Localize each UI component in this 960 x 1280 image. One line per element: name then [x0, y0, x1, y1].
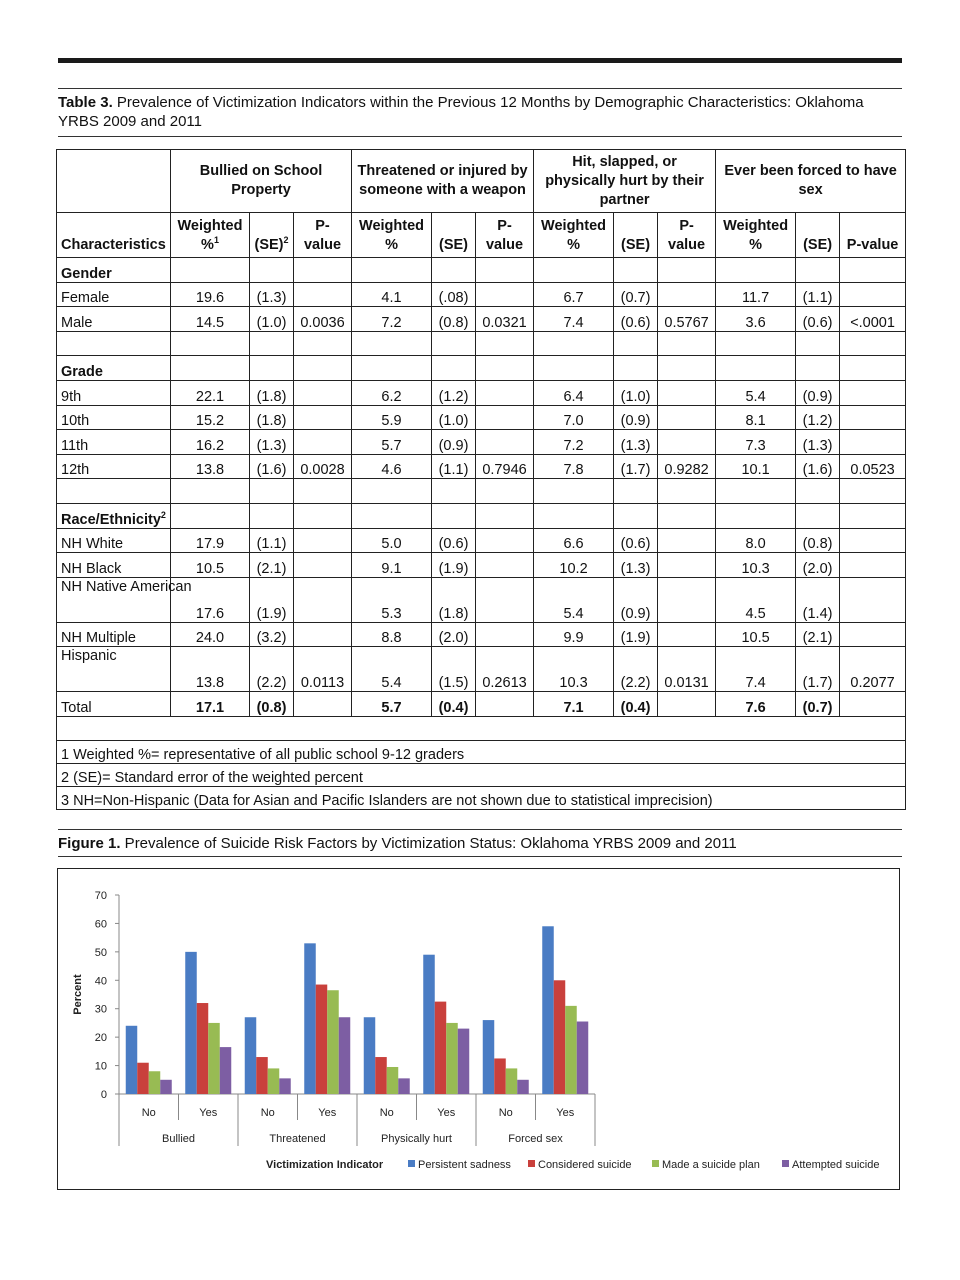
caption-bottom-rule — [58, 136, 902, 137]
pvalue-cell: 0.7946 — [476, 454, 534, 479]
bar — [364, 1017, 376, 1094]
weighted-pct-cell: 6.7 — [534, 282, 614, 307]
pvalue-cell — [658, 405, 716, 430]
bar — [149, 1071, 161, 1094]
weighted-pct-cell: 10.2 — [534, 553, 614, 578]
weighted-pct-cell: 14.5 — [171, 307, 250, 332]
section-row-gender — [57, 258, 906, 283]
pvalue-cell — [294, 405, 352, 430]
weighted-pct-cell: 9.1 — [352, 553, 432, 578]
se-header: (SE) — [432, 213, 476, 258]
bar — [137, 1063, 149, 1094]
weighted-pct-cell: 4.6 — [352, 454, 432, 479]
table-row — [57, 307, 906, 332]
pvalue-cell — [840, 405, 906, 430]
spacer-row — [57, 479, 906, 504]
weighted-pct-cell: 8.0 — [716, 528, 796, 553]
se-cell: (0.9) — [432, 430, 476, 455]
weighted-pct-cell: 5.4 — [352, 647, 432, 692]
x-tick-label: No — [260, 1107, 275, 1119]
pvalue-cell — [294, 430, 352, 455]
weighted-pct-cell: 4.1 — [352, 282, 432, 307]
se-cell: (.08) — [432, 282, 476, 307]
bar — [423, 955, 435, 1094]
bar — [256, 1057, 268, 1094]
bar — [316, 985, 328, 1094]
se-header-text: (SE) — [254, 237, 284, 253]
bar — [398, 1078, 410, 1094]
se-cell: (1.5) — [432, 647, 476, 692]
weighted-pct-cell: 5.4 — [716, 380, 796, 405]
bar — [554, 980, 566, 1094]
se-cell: (0.9) — [614, 405, 658, 430]
weighted-pct-cell: 5.9 — [352, 405, 432, 430]
row-label: NH Native American — [57, 577, 171, 622]
pvalue-cell — [658, 380, 716, 405]
bar — [220, 1047, 232, 1094]
figure-caption-label: Figure 1. — [58, 835, 121, 852]
group-header-bullied: Bullied on School Property — [171, 150, 352, 213]
table-caption — [58, 93, 902, 131]
bar — [339, 1017, 351, 1094]
y-tick-label: 50 — [94, 946, 107, 959]
row-label: NH White — [57, 528, 171, 553]
bar — [506, 1068, 518, 1094]
weighted-pct-cell: 17.6 — [171, 577, 250, 622]
row-label: Female — [57, 282, 171, 307]
top-border-bar — [58, 58, 902, 63]
weighted-pct-cell: 16.2 — [171, 430, 250, 455]
pvalue-cell — [294, 528, 352, 553]
table-row — [57, 405, 906, 430]
weighted-pct-cell: 7.1 — [534, 692, 614, 717]
pvalue-cell: 0.0028 — [294, 454, 352, 479]
weighted-pct-cell: 7.0 — [534, 405, 614, 430]
bar-chart — [58, 869, 901, 1191]
bar — [279, 1078, 291, 1094]
x-tick-label: Yes — [199, 1107, 218, 1119]
footnote-row — [57, 763, 906, 786]
se-cell: (2.0) — [432, 622, 476, 647]
se-cell: (1.1) — [796, 282, 840, 307]
bar — [387, 1067, 399, 1094]
weighted-pct-cell: 19.6 — [171, 282, 250, 307]
bar — [245, 1017, 257, 1094]
pvalue-cell — [476, 577, 534, 622]
weighted-pct-cell: 10.3 — [534, 647, 614, 692]
se-cell: (1.4) — [796, 577, 840, 622]
characteristics-header: Characteristics — [57, 213, 171, 258]
bar — [268, 1068, 280, 1094]
y-tick-label: 20 — [94, 1032, 107, 1045]
pvalue-cell: 0.0131 — [658, 647, 716, 692]
se-cell: (3.2) — [250, 622, 294, 647]
bar — [565, 1006, 577, 1094]
row-label: Male — [57, 307, 171, 332]
pvalue-cell — [476, 622, 534, 647]
pvalue-cell — [658, 430, 716, 455]
se-cell: (1.3) — [250, 282, 294, 307]
se-cell: (2.2) — [250, 647, 294, 692]
y-tick-label: 60 — [94, 918, 107, 931]
weighted-pct-cell: 7.3 — [716, 430, 796, 455]
figure-frame — [57, 868, 900, 1190]
group-label: Physically hurt — [381, 1133, 452, 1145]
pvalue-cell: 0.9282 — [658, 454, 716, 479]
bar — [126, 1026, 138, 1094]
bar — [304, 943, 316, 1094]
row-label: Hispanic — [57, 647, 171, 692]
pvalue-cell — [476, 692, 534, 717]
weighted-pct-cell: 7.4 — [534, 307, 614, 332]
group-label: Threatened — [269, 1133, 326, 1145]
weighted-pct-cell: 8.1 — [716, 405, 796, 430]
pvalue-cell — [840, 692, 906, 717]
figure-caption-text: Prevalence of Suicide Risk Factors by Victimization Status: Oklahoma YRBS 2009 and 2011 — [120, 835, 737, 852]
se-cell: (1.0) — [250, 307, 294, 332]
se-cell: (1.2) — [432, 380, 476, 405]
se-cell: (1.9) — [250, 577, 294, 622]
pvalue-cell — [476, 430, 534, 455]
section-label-grade: Grade — [57, 356, 171, 381]
y-axis-title: Percent — [72, 974, 84, 1015]
weighted-pct-cell: 5.0 — [352, 528, 432, 553]
footnote-row — [57, 786, 906, 809]
pvalue-cell: 0.2077 — [840, 647, 906, 692]
pvalue-cell — [840, 577, 906, 622]
pvalue-cell — [840, 380, 906, 405]
weighted-pct-cell: 13.8 — [171, 454, 250, 479]
weighted-pct-cell: 4.5 — [716, 577, 796, 622]
se-cell: (1.6) — [796, 454, 840, 479]
pvalue-cell — [840, 553, 906, 578]
se-cell: (2.1) — [796, 622, 840, 647]
pvalue-cell — [294, 380, 352, 405]
legend-swatch — [782, 1160, 789, 1167]
y-tick-label: 10 — [94, 1060, 107, 1073]
pvalue-cell — [476, 282, 534, 307]
bar — [483, 1020, 495, 1094]
spacer-row — [57, 331, 906, 356]
weighted-pct-cell: 7.2 — [534, 430, 614, 455]
section-row-grade — [57, 356, 906, 381]
se-cell: (1.8) — [432, 577, 476, 622]
pvalue-cell: 0.0113 — [294, 647, 352, 692]
weighted-pct-cell: 7.4 — [716, 647, 796, 692]
x-tick-label: Yes — [318, 1107, 337, 1119]
weighted-pct-cell: 6.6 — [534, 528, 614, 553]
y-tick-label: 40 — [94, 975, 107, 988]
weighted-pct-header: Weighted % — [534, 213, 614, 258]
group-label: Forced sex — [508, 1133, 563, 1145]
se-cell: (1.8) — [250, 380, 294, 405]
legend-title: Victimization Indicator — [266, 1159, 384, 1171]
se-cell: (2.2) — [614, 647, 658, 692]
weighted-pct-cell: 3.6 — [716, 307, 796, 332]
table-row — [57, 528, 906, 553]
pvalue-cell — [658, 692, 716, 717]
se-cell: (2.1) — [250, 553, 294, 578]
se-cell: (0.6) — [796, 307, 840, 332]
row-label: NH Multiple — [57, 622, 171, 647]
se-cell: (0.8) — [796, 528, 840, 553]
se-header — [250, 213, 294, 258]
table-row — [57, 282, 906, 307]
group-header-forced: Ever been forced to have sex — [716, 150, 906, 213]
pvalue-header: P-value — [658, 213, 716, 258]
row-label: 9th — [57, 380, 171, 405]
figure-caption-bottom-rule — [58, 856, 902, 857]
pvalue-cell: 0.0523 — [840, 454, 906, 479]
table-row — [57, 622, 906, 647]
footnote-2-marker: 2 — [283, 235, 289, 246]
section-label-gender: Gender — [57, 258, 171, 283]
bar — [208, 1023, 220, 1094]
pvalue-cell — [658, 622, 716, 647]
weighted-pct-cell: 22.1 — [171, 380, 250, 405]
weighted-pct-cell: 13.8 — [171, 647, 250, 692]
se-header: (SE) — [796, 213, 840, 258]
weighted-pct-cell: 11.7 — [716, 282, 796, 307]
se-cell: (1.9) — [614, 622, 658, 647]
group-label: Bullied — [161, 1133, 196, 1145]
table-container — [56, 149, 905, 810]
victimization-table — [56, 149, 906, 810]
se-cell: (1.3) — [796, 430, 840, 455]
pvalue-header: P-value — [476, 213, 534, 258]
se-cell: (1.3) — [614, 430, 658, 455]
se-header: (SE) — [614, 213, 658, 258]
weighted-pct-cell: 10.3 — [716, 553, 796, 578]
weighted-pct-cell: 10.1 — [716, 454, 796, 479]
bar — [458, 1029, 470, 1094]
group-header-threatened: Threatened or injured by someone with a weapon — [352, 150, 534, 213]
pvalue-cell: 0.0036 — [294, 307, 352, 332]
weighted-pct-cell: 7.6 — [716, 692, 796, 717]
se-cell: (0.6) — [614, 307, 658, 332]
weighted-pct-cell: 15.2 — [171, 405, 250, 430]
legend-label: Considered suicide — [538, 1159, 632, 1171]
se-cell: (1.2) — [796, 405, 840, 430]
table-row — [57, 430, 906, 455]
legend-label: Persistent sadness — [418, 1159, 511, 1171]
figure-caption-top-rule — [58, 829, 902, 830]
table-row — [57, 553, 906, 578]
se-cell: (1.8) — [250, 405, 294, 430]
x-tick-label: No — [141, 1107, 156, 1119]
se-cell: (0.6) — [614, 528, 658, 553]
pvalue-cell — [658, 553, 716, 578]
bar — [542, 926, 554, 1094]
se-cell: (0.9) — [796, 380, 840, 405]
blank-header-cell — [57, 150, 171, 213]
x-tick-label: Yes — [437, 1107, 456, 1119]
se-cell: (0.8) — [432, 307, 476, 332]
weighted-pct-cell: 6.2 — [352, 380, 432, 405]
bar — [517, 1080, 529, 1094]
pvalue-cell — [294, 577, 352, 622]
column-header-row — [57, 213, 906, 258]
row-label: 12th — [57, 454, 171, 479]
table-row — [57, 647, 906, 692]
footnote-1: 1 Weighted %= representative of all public school 9-12 graders — [57, 740, 906, 763]
group-header-hit: Hit, slapped, or physically hurt by their partner — [534, 150, 716, 213]
weighted-pct-cell: 8.8 — [352, 622, 432, 647]
legend-label: Made a suicide plan — [662, 1159, 760, 1171]
legend-swatch — [408, 1160, 415, 1167]
footnote-row — [57, 740, 906, 763]
section-label-race-text: Race/Ethnicity — [61, 511, 161, 528]
caption-top-rule — [58, 88, 902, 89]
se-cell: (0.9) — [614, 577, 658, 622]
pvalue-cell — [476, 405, 534, 430]
se-cell: (1.3) — [250, 430, 294, 455]
se-cell: (1.0) — [432, 405, 476, 430]
spacer-row — [57, 716, 906, 740]
weighted-pct-cell: 10.5 — [716, 622, 796, 647]
se-cell: (0.7) — [796, 692, 840, 717]
se-cell: (0.8) — [250, 692, 294, 717]
row-label: Total — [57, 692, 171, 717]
weighted-pct-cell: 17.1 — [171, 692, 250, 717]
row-label: 10th — [57, 405, 171, 430]
se-cell: (1.1) — [432, 454, 476, 479]
footnote-marker: 2 — [160, 509, 166, 520]
pvalue-cell — [476, 380, 534, 405]
pvalue-cell — [658, 282, 716, 307]
bar — [577, 1022, 589, 1094]
y-tick-label: 0 — [100, 1089, 107, 1101]
table-row — [57, 577, 906, 622]
footnote-3: 3 NH=Non-Hispanic (Data for Asian and Pacific Islanders are not shown due to statistical imprecision) — [57, 786, 906, 809]
weighted-pct-cell: 24.0 — [171, 622, 250, 647]
x-tick-label: No — [379, 1107, 394, 1119]
table-caption-label: Table 3. — [58, 94, 113, 111]
se-cell: (1.9) — [432, 553, 476, 578]
pvalue-cell — [840, 430, 906, 455]
bar — [327, 990, 339, 1094]
pvalue-cell: 0.2613 — [476, 647, 534, 692]
row-label: NH Black — [57, 553, 171, 578]
pvalue-cell — [294, 692, 352, 717]
weighted-pct-cell: 10.5 — [171, 553, 250, 578]
legend-label: Attempted suicide — [792, 1159, 880, 1171]
pvalue-cell — [294, 622, 352, 647]
bar — [446, 1023, 458, 1094]
group-header-row — [57, 150, 906, 213]
table-row — [57, 454, 906, 479]
weighted-pct-cell: 5.7 — [352, 430, 432, 455]
weighted-pct-cell: 5.7 — [352, 692, 432, 717]
weighted-pct-cell: 17.9 — [171, 528, 250, 553]
section-label-race — [57, 503, 171, 528]
bar — [197, 1003, 209, 1094]
pvalue-cell — [658, 528, 716, 553]
pvalue-cell — [294, 553, 352, 578]
bar — [494, 1058, 506, 1094]
table-row-total — [57, 692, 906, 717]
pvalue-cell — [476, 553, 534, 578]
weighted-pct-header: Weighted % — [352, 213, 432, 258]
se-cell: (1.3) — [614, 553, 658, 578]
se-cell: (0.4) — [614, 692, 658, 717]
weighted-pct-header-text: Weighted % — [177, 218, 243, 253]
pvalue-cell — [476, 528, 534, 553]
se-cell: (0.6) — [432, 528, 476, 553]
pvalue-cell — [840, 282, 906, 307]
se-cell: (1.7) — [796, 647, 840, 692]
y-tick-label: 30 — [94, 1003, 107, 1016]
pvalue-cell: <.0001 — [840, 307, 906, 332]
footnote-1-marker: 1 — [213, 235, 219, 246]
weighted-pct-cell: 5.4 — [534, 577, 614, 622]
footnote-2: 2 (SE)= Standard error of the weighted percent — [57, 763, 906, 786]
bar — [160, 1080, 172, 1094]
se-cell: (2.0) — [796, 553, 840, 578]
pvalue-cell — [840, 622, 906, 647]
section-row-race — [57, 503, 906, 528]
figure-caption — [58, 834, 902, 853]
weighted-pct-cell: 6.4 — [534, 380, 614, 405]
se-cell: (1.0) — [614, 380, 658, 405]
table-caption-text: Prevalence of Victimization Indicators within the Previous 12 Months by Demographic Characteristics: Oklahoma YRBS 2009 and 2011 — [58, 94, 864, 130]
pvalue-cell — [840, 528, 906, 553]
pvalue-cell — [294, 282, 352, 307]
bar — [435, 1002, 447, 1094]
legend-swatch — [528, 1160, 535, 1167]
weighted-pct-cell: 5.3 — [352, 577, 432, 622]
se-cell: (0.4) — [432, 692, 476, 717]
se-cell: (1.7) — [614, 454, 658, 479]
bar — [185, 952, 197, 1094]
pvalue-header: P-value — [840, 213, 906, 258]
se-cell: (1.6) — [250, 454, 294, 479]
x-tick-label: No — [498, 1107, 513, 1119]
pvalue-header: P-value — [294, 213, 352, 258]
pvalue-cell — [658, 577, 716, 622]
weighted-pct-cell: 9.9 — [534, 622, 614, 647]
bar — [375, 1057, 387, 1094]
y-tick-label: 70 — [94, 890, 107, 902]
weighted-pct-cell: 7.2 — [352, 307, 432, 332]
weighted-pct-header: Weighted % — [716, 213, 796, 258]
legend-swatch — [652, 1160, 659, 1167]
weighted-pct-cell: 7.8 — [534, 454, 614, 479]
se-cell: (1.1) — [250, 528, 294, 553]
pvalue-cell: 0.5767 — [658, 307, 716, 332]
row-label: 11th — [57, 430, 171, 455]
x-tick-label: Yes — [556, 1107, 575, 1119]
weighted-pct-header — [171, 213, 250, 258]
pvalue-cell: 0.0321 — [476, 307, 534, 332]
table-row — [57, 380, 906, 405]
se-cell: (0.7) — [614, 282, 658, 307]
